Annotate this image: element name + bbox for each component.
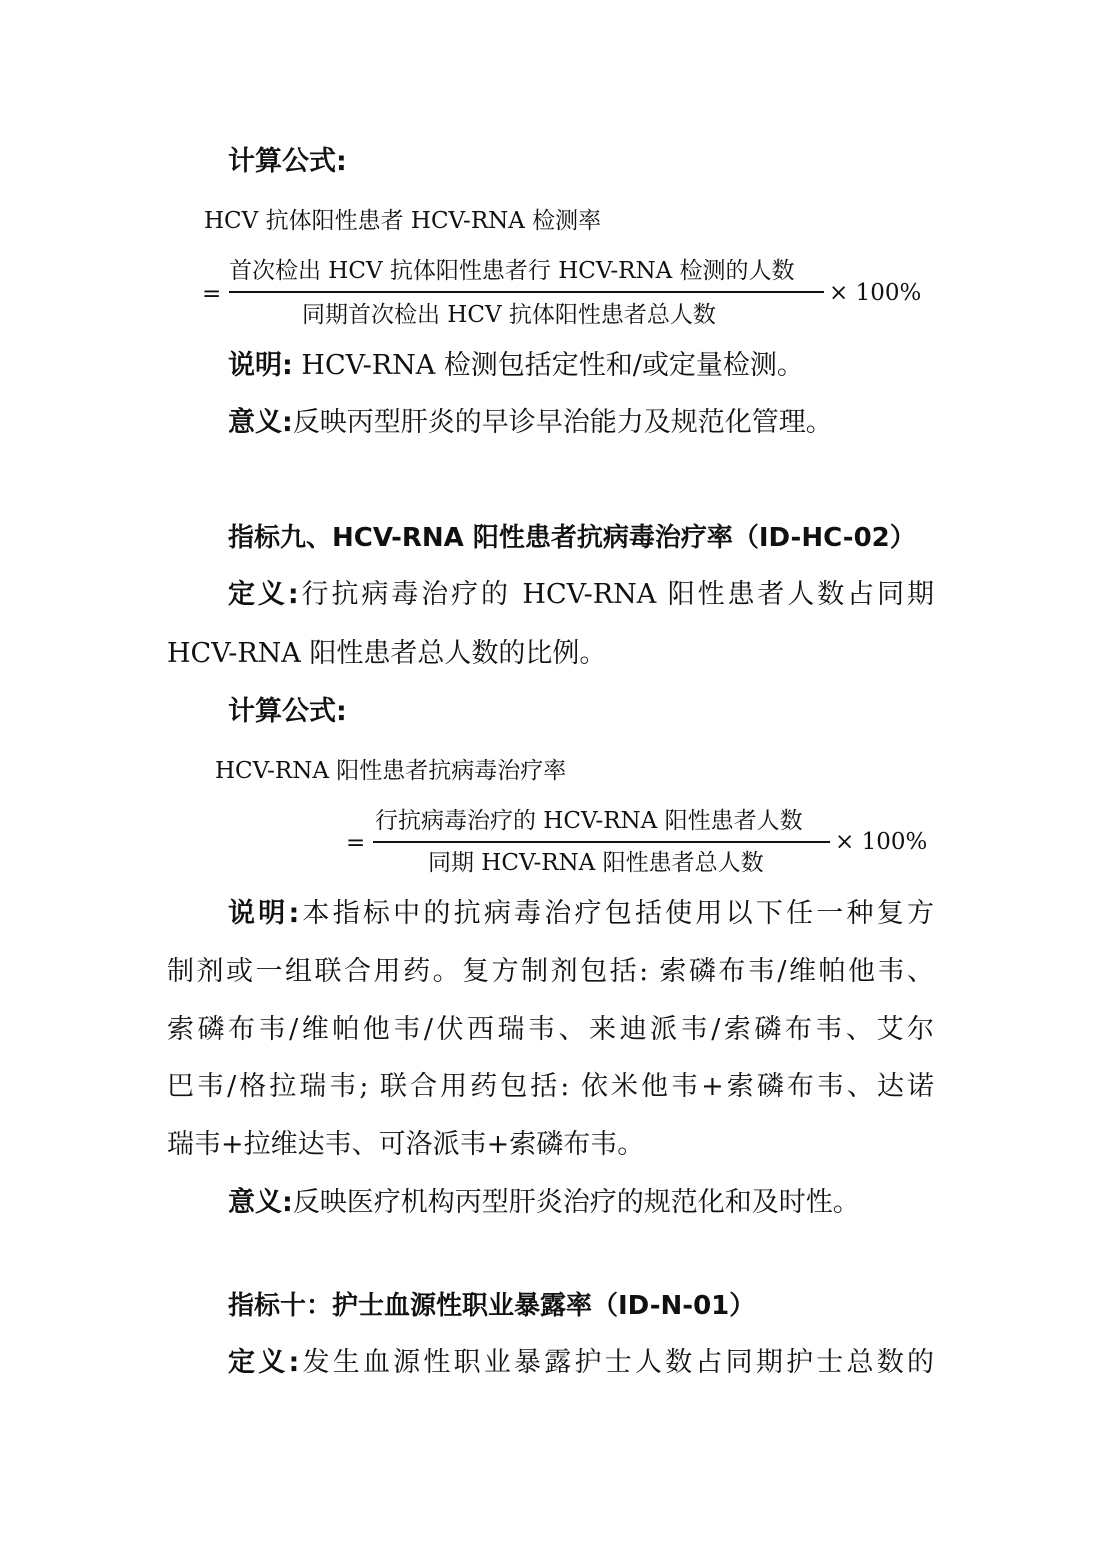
meaning-label: 意义:	[228, 407, 293, 438]
meaning-text: 反映医疗机构丙型肝炎治疗的规范化和及时性。	[292, 1187, 860, 1218]
note-label: 说明:	[228, 350, 293, 381]
meaning-paragraph	[228, 1185, 860, 1221]
definition-text: 行抗病毒治疗的 HCV-RNA 阳性患者人数占同期	[298, 579, 934, 610]
definition-text: 发生血源性职业暴露护士人数占同期护士总数的	[299, 1347, 934, 1378]
definition-line	[228, 577, 934, 613]
note-line: 索磷布韦/维帕他韦/伏西瑞韦、来迪派韦/索磷布韦、艾尔	[167, 1014, 934, 1045]
formula-equals: =	[346, 830, 366, 856]
meaning-paragraph	[228, 405, 833, 441]
note-line	[228, 896, 934, 932]
note-line: 瑞韦+拉维达韦、可洛派韦+索磷布韦。	[167, 1129, 645, 1160]
note-paragraph	[228, 348, 804, 384]
formula-multiplier: × 100%	[835, 829, 928, 855]
note-text: HCV-RNA 检测包括定性和/或定量检测。	[292, 350, 804, 381]
note-text: 本指标中的抗病毒治疗包括使用以下任一种复方	[299, 898, 934, 929]
fraction-bar	[229, 291, 824, 293]
meaning-text: 反映丙型肝炎的早诊早治能力及规范化管理。	[292, 407, 833, 438]
formula-lhs: HCV 抗体阳性患者 HCV-RNA 检测率	[204, 208, 602, 234]
definition-label: 定义:	[228, 1347, 300, 1378]
formula-heading: 计算公式:	[228, 696, 347, 727]
formula-numerator: 首次检出 HCV 抗体阳性患者行 HCV-RNA 检测的人数	[229, 258, 795, 284]
definition-line	[228, 1345, 934, 1381]
note-line: 制剂或一组联合用药。复方制剂包括: 索磷布韦/维帕他韦、	[167, 956, 934, 987]
note-label: 说明:	[228, 898, 300, 929]
definition-line: HCV-RNA 阳性患者总人数的比例。	[167, 638, 607, 669]
formula-denominator: 同期首次检出 HCV 抗体阳性患者总人数	[302, 302, 716, 328]
formula-multiplier: × 100%	[829, 280, 922, 306]
formula-lhs: HCV-RNA 阳性患者抗病毒治疗率	[215, 758, 567, 784]
formula-heading: 计算公式:	[228, 146, 347, 177]
formula-numerator: 行抗病毒治疗的 HCV-RNA 阳性患者人数	[375, 808, 803, 834]
formula-equals: =	[202, 281, 222, 307]
definition-label: 定义:	[228, 579, 299, 610]
indicator-title: 指标九、HCV-RNA 阳性患者抗病毒治疗率（ID-HC-02）	[228, 523, 916, 553]
indicator-title: 指标十：护士血源性职业暴露率（ID-N-01）	[228, 1291, 756, 1321]
fraction-bar	[373, 841, 830, 843]
meaning-label: 意义:	[228, 1187, 293, 1218]
formula-denominator: 同期 HCV-RNA 阳性患者总人数	[428, 850, 764, 876]
note-line: 巴韦/格拉瑞韦; 联合用药包括: 依米他韦+索磷布韦、达诺	[167, 1071, 934, 1102]
